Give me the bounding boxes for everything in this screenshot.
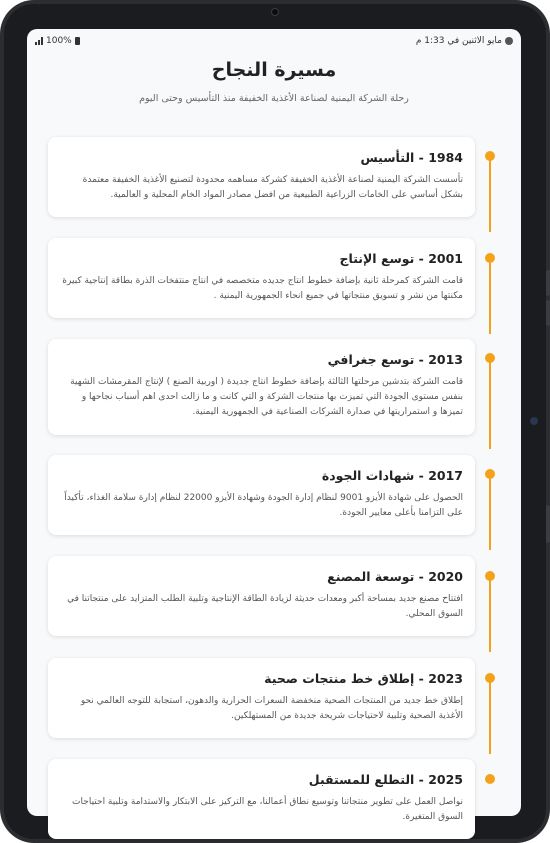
timeline-card[interactable] (48, 455, 475, 535)
timeline-line (489, 359, 491, 449)
timeline-card[interactable] (48, 759, 475, 839)
timeline-dot (485, 469, 495, 479)
timeline-card-title: 2013 - توسع جغرافي (327, 352, 463, 367)
side-sensor (530, 417, 538, 425)
timeline-card[interactable] (48, 137, 475, 217)
timeline-line (489, 475, 491, 550)
timeline-line (489, 679, 491, 754)
timeline-dot (485, 151, 495, 161)
page-subtitle: رحلة الشركة اليمنية لصناعة الأغذية الخفيفة منذ التأسيس وحتى اليوم (139, 93, 409, 104)
timeline-dot (485, 253, 495, 263)
timeline-dot (485, 353, 495, 363)
timeline-dot (485, 774, 495, 784)
timeline-card[interactable] (48, 556, 475, 636)
timeline-card-title: 2023 - إطلاق خط منتجات صحية (264, 671, 463, 686)
timeline-card-title: 2025 - التطلع للمستقبل (308, 772, 463, 787)
timeline-card-text: الحصول على شهادة الأيزو 9001 لنظام إدارة الجودة وشهادة الأيزو 22000 لنظام إدارة سلامة الغذاء، تأكيداً على التزامنا بأعلى معايير الجودة. (64, 493, 463, 518)
battery-percent: 100% (46, 36, 72, 46)
timeline-dot (485, 673, 495, 683)
timeline-card-title: 2020 - توسعة المصنع (327, 569, 463, 584)
timeline-card[interactable] (48, 238, 475, 318)
status-datetime: مايو الاثنين في 1:33 م (415, 36, 502, 46)
timeline-card-text: افتتاح مصنع جديد بمساحة أكبر ومعدات حديثة لزيادة الطاقة الإنتاجية وتلبية الطلب المتزايد على منتجاتنا في السوق المحلي. (67, 594, 463, 619)
timeline-line (489, 157, 491, 232)
timeline-card[interactable] (48, 658, 475, 738)
timeline-card-text: قامت الشركة بتدشين مرحلتها الثالثة بإضافة خطوط انتاج جديدة ( اوربية الصنع ) لإنتاج المقرمشات الشهية بنفس مستوى الجودة التي تميزت بها منتجات الشركة و التي كانت و ما زالت احدى اهم أسباب نجاحها و تميزها و استمراريتها في صدارة الشركات الصناعية في الجمهورية اليمنية. (70, 377, 463, 417)
timeline-card-text: نواصل العمل على تطوير منتجاتنا وتوسيع نطاق أعمالنا، مع التركيز على الابتكار والاستدامة وتلبية احتياجات السوق المتغيرة. (72, 797, 463, 822)
page-title: مسيرة النجاح (211, 59, 337, 81)
volume-down-button (546, 300, 550, 326)
timeline-line (489, 577, 491, 652)
timeline-card-text: قامت الشركة كمرحلة ثانية بإضافة خطوط انتاج جديده متخصصه في انتاج منتفخات الذرة بطاقة إنتاجية كبيرة مكنتها من نشر و تسويق منتجاتها في جميع انحاء الجمهورية اليمنية . (62, 276, 463, 301)
timeline-card-text: إطلاق خط جديد من المنتجات الصحية منخفضة السعرات الحرارية والدهون، استجابة للتوجه العالمي نحو الأغذية الصحية وتلبية لاحتياجات شريحة جديدة من المستهلكين. (80, 696, 463, 721)
front-camera (271, 8, 279, 16)
timeline (27, 29, 521, 822)
timeline-card-title: 1984 - التأسيس (360, 150, 463, 165)
volume-up-button (546, 270, 550, 296)
timeline-line (489, 259, 491, 334)
timeline-dot (485, 571, 495, 581)
timeline-card-title: 2001 - توسع الإنتاج (339, 251, 463, 266)
timeline-card-text: تأسست الشركة اليمنية لصناعة الأغذية الخفيفة كشركة مساهمه محدودة لتصنيع الأغذية الخفيفة معتمدة بشكل أساسي على الخامات الزراعية الطبيعية من افضل مصادر المواد الخام المحلية و العالمية. (82, 175, 463, 200)
timeline-card[interactable] (48, 339, 475, 435)
power-button (546, 505, 550, 543)
timeline-card-title: 2017 - شهادات الجودة (321, 468, 463, 483)
screen[interactable] (27, 29, 521, 822)
